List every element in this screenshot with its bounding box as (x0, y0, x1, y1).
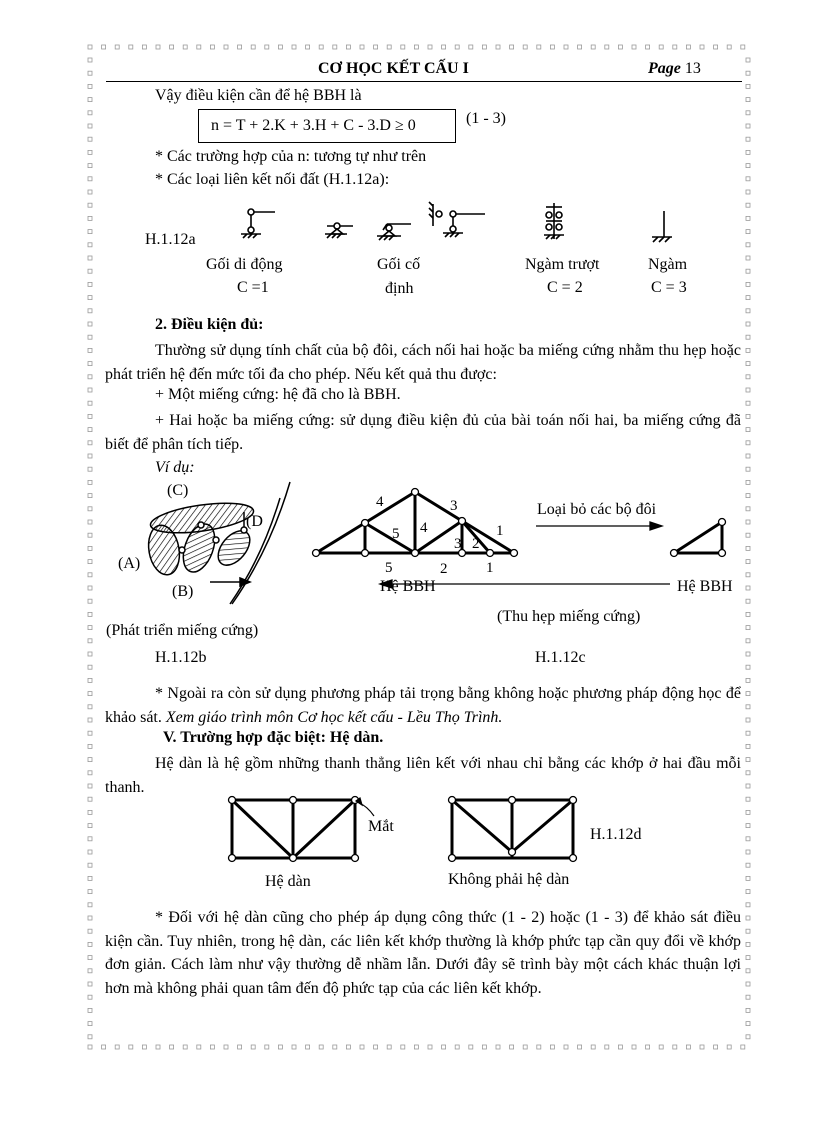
fig-b-caption: (Phát triển miếng cứng) (106, 622, 259, 639)
fig-b-drawing (112, 480, 302, 605)
truss-num-9: 2 (440, 561, 448, 577)
truss-num-2: 3 (450, 498, 458, 514)
fig-b-label-d: (D (246, 513, 263, 530)
final-para: * Đối với hệ dàn cũng cho phép áp dụng công thức (1 - 2) hoặc (1 - 3) để khảo sát điều kiện cần. Tuy nhiên, trong hệ dàn, các liên kết khớp thường là khớp phức tạp cần quy đổi về khớp đơn giản. Cách làm như vậy thường dễ nhầm lẫn. Dưới đây sẽ trình bày một cách khác thuận lợi hơn mà không phải quan tâm đến độ phức tạp của các liên kết khớp. (105, 909, 741, 997)
fig-c-left-label: Hệ BBH (380, 578, 436, 595)
support-name-fixed-2: định (385, 280, 414, 297)
support-value-clamped: C = 3 (651, 279, 687, 296)
section-2-heading: 2. Điều kiện đủ: (155, 316, 264, 333)
support-name-roller: Gối di động (206, 256, 283, 273)
fig-d-figure-label: H.1.12d (590, 826, 642, 843)
example-label: Ví dụ: (155, 459, 195, 476)
support-name-sliding: Ngàm trượt (525, 256, 600, 273)
fig-c-right-label: Hệ BBH (677, 578, 733, 595)
note-ref: Xem giáo trình môn Cơ học kết cấu - Lều Thọ Trình. (165, 708, 503, 726)
fig-d-truss-label: Hệ dàn (265, 873, 311, 890)
support-value-sliding: C = 2 (547, 279, 583, 296)
fig-b-label-b: (B) (172, 583, 194, 600)
truss-num-5: 1 (496, 523, 504, 539)
fig-d-joint-label: Mắt (368, 818, 394, 835)
support-value-roller: C =1 (237, 279, 269, 296)
fig-b-label-a: (A) (118, 555, 141, 572)
intro-text: Vậy điều kiện cần để hệ BBH là (155, 87, 362, 104)
section-5-heading: V. Trường hợp đặc biệt: Hệ dàn. (163, 729, 384, 746)
fig-c-remove-text: Loại bỏ các bộ đôi (537, 501, 657, 518)
formula-number: (1 - 3) (466, 110, 506, 127)
truss-num-7: 2 (472, 536, 480, 552)
truss-num-8: 5 (385, 560, 393, 576)
fig-b-figure-label: H.1.12b (155, 649, 207, 666)
note-text: * Ngoài ra còn sử dụng phương pháp tải trọng bằng không hoặc phương pháp động học để khảo sát. (105, 685, 741, 726)
fig-c-narrow-text: (Thu hẹp miếng cứng) (497, 608, 641, 625)
truss-num-3: 5 (392, 526, 400, 542)
truss-num-6: 3 (454, 536, 462, 552)
section-2-para: Thường sử dụng tính chất của bộ đôi, cách nối hai hoặc ba miếng cứng nhằm thu hẹp hoặc phát triển hệ đến mức tối đa cho phép. Nếu kết quả thu được: (105, 342, 741, 383)
formula-text: n = T + 2.K + 3.H + C - 3.D ≥ 0 (211, 117, 416, 134)
bullet-cases: * Các trường hợp của n: tương tự như trên (155, 148, 427, 165)
fig-a-label: H.1.12a (145, 231, 196, 248)
header-title: CƠ HỌC KẾT CẤU I (318, 60, 469, 77)
support-name-clamped: Ngàm (648, 256, 688, 273)
truss-num-4: 4 (420, 520, 428, 536)
bullet-supports: * Các loại liên kết nối đất (H.1.12a): (155, 171, 390, 188)
support-name-fixed: Gối cố (377, 256, 421, 273)
formula-box (198, 109, 456, 143)
section-2-item-2: + Hai hoặc ba miếng cứng: sử dụng điều kiện đủ của bài toán nối hai, ba miếng cứng đã biết để phân tích tiếp. (105, 412, 741, 453)
section-2-item-1: + Một miếng cứng: hệ đã cho là BBH. (155, 386, 401, 403)
truss-num-1: 4 (376, 494, 384, 510)
note-para (105, 682, 741, 729)
header-rule (106, 81, 742, 82)
truss-num-10: 1 (486, 560, 494, 576)
support-symbols-right (540, 203, 680, 249)
fig-b-label-c: (C) (167, 482, 189, 499)
section-5-para: Hệ dàn là hệ gồm những thanh thẳng liên kết với nhau chỉ bằng các khớp ở hai đầu mỗi thanh. (105, 755, 741, 796)
fig-c-figure-label: H.1.12c (535, 649, 586, 666)
fig-d-drawing (222, 792, 582, 864)
fig-d-not-truss-label: Không phải hệ dàn (448, 871, 570, 888)
support-symbols-left (235, 196, 495, 248)
header-page: Page 13 (648, 60, 701, 77)
